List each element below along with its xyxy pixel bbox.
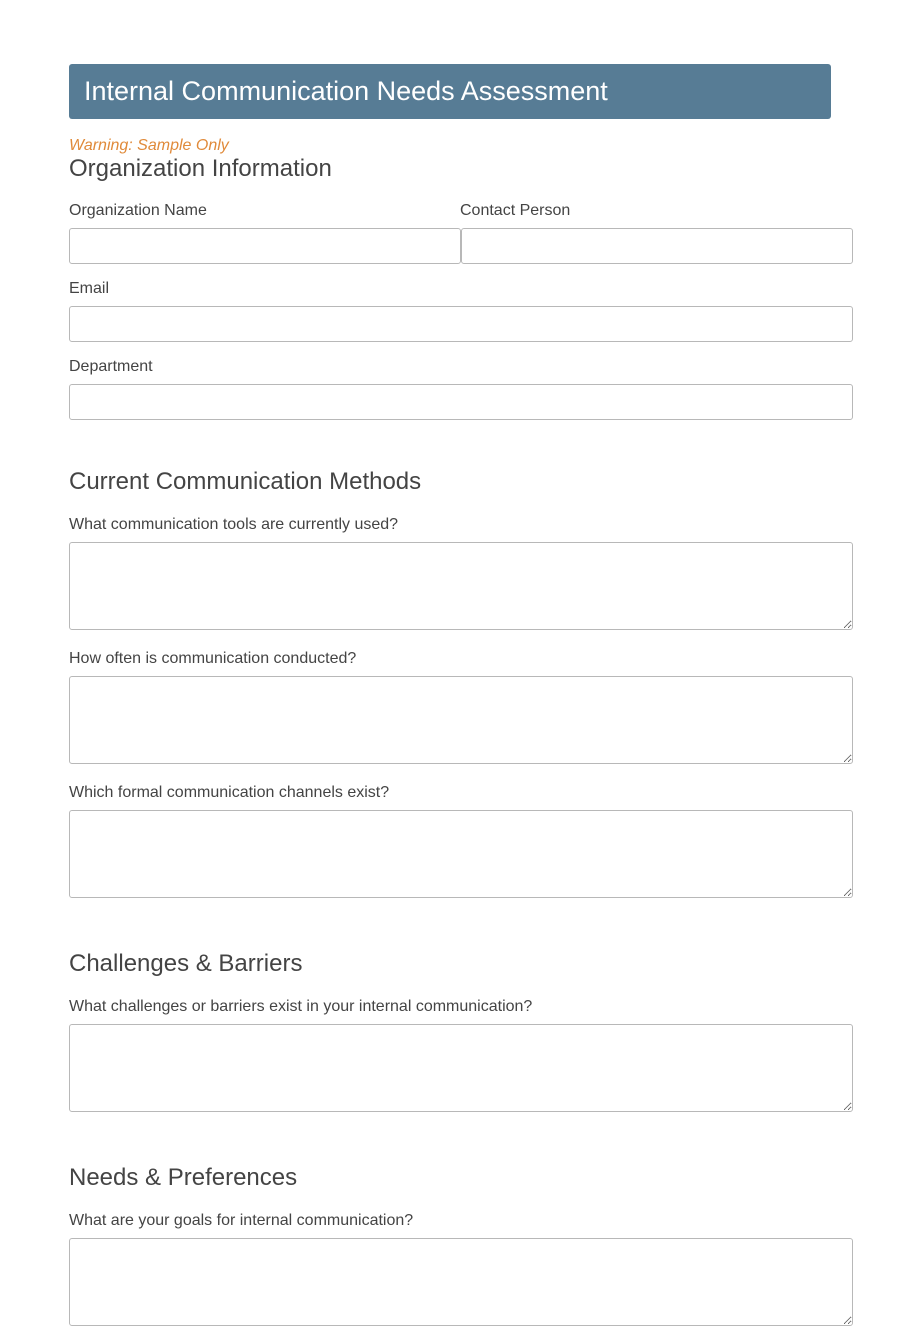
formal-channels-textarea[interactable] <box>69 810 853 898</box>
section-title-organization: Organization Information <box>69 155 332 182</box>
section-title-needs: Needs & Preferences <box>69 1164 298 1191</box>
challenges-label: What challenges or barriers exist in your internal communication? <box>69 998 533 1015</box>
warning-text: Warning: Sample Only <box>69 137 229 154</box>
organization-name-label: Organization Name <box>69 202 207 219</box>
form-title: Internal Communication Needs Assessment <box>84 76 608 106</box>
section-title-communication-methods: Current Communication Methods <box>69 468 422 495</box>
email-label: Email <box>69 280 110 297</box>
communication-frequency-label: How often is communication conducted? <box>69 650 357 667</box>
communication-tools-label: What communication tools are currently used? <box>69 516 399 533</box>
department-label: Department <box>69 358 153 375</box>
email-input[interactable] <box>69 306 853 342</box>
form-header <box>69 64 831 119</box>
formal-channels-label: Which formal communication channels exist? <box>69 784 390 801</box>
challenges-textarea[interactable] <box>69 1024 853 1112</box>
goals-textarea[interactable] <box>69 1238 853 1326</box>
section-title-challenges: Challenges & Barriers <box>69 950 303 977</box>
communication-tools-textarea[interactable] <box>69 542 853 630</box>
organization-name-input[interactable] <box>69 228 461 264</box>
contact-person-input[interactable] <box>461 228 853 264</box>
department-input[interactable] <box>69 384 853 420</box>
goals-label: What are your goals for internal communication? <box>69 1212 414 1229</box>
communication-frequency-textarea[interactable] <box>69 676 853 764</box>
contact-person-label: Contact Person <box>460 202 571 219</box>
